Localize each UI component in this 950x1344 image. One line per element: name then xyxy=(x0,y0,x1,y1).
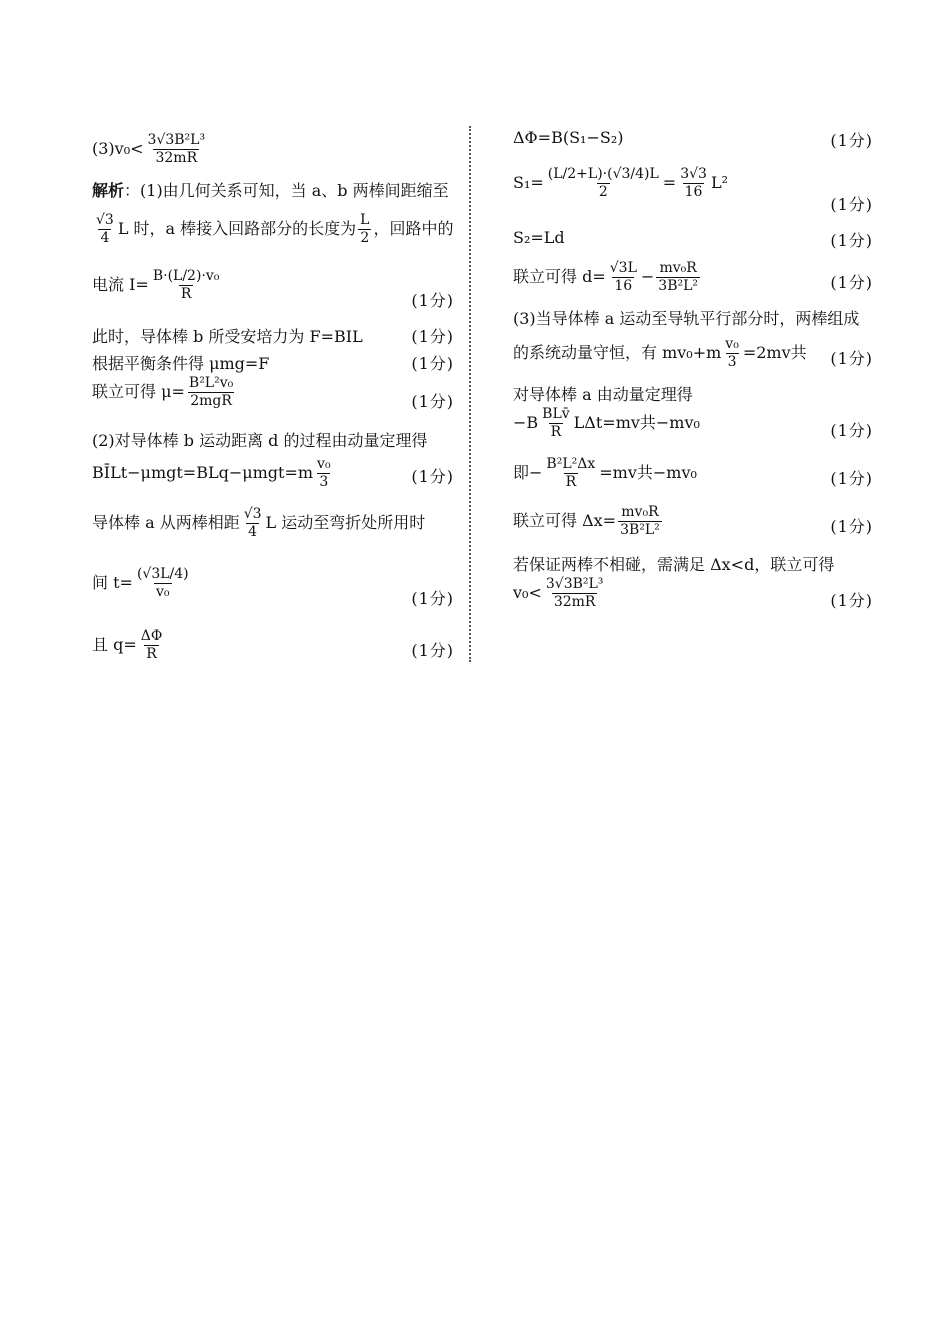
column-divider xyxy=(469,126,471,662)
d-equation: 联立可得 d= $\frac{√3L}{16}$ − $\frac{\text{mv₀R}}{\text{3B²L²}}$ (1分) xyxy=(513,260,873,294)
final-answer: v₀< $\frac{\text{3√3B²L³}}{32mR}$ (1分) xyxy=(513,576,873,610)
current-equation: 电流 I= $\frac{\text{B·(L/2)·v₀}}{R}$ (1分) xyxy=(92,268,454,310)
displacement-equation: 即− $\frac{\text{B²L²Δx}}{R}$ =mv共−mv₀ (1分) xyxy=(513,456,873,490)
score-badge: (1分) xyxy=(411,291,454,310)
time-equation: 间 t= $\frac{(√3L/4)}{\text{v₀}}$ (1分) xyxy=(92,566,454,608)
no-collision-condition: 若保证两棒不相碰，需满足 Δx<d，联立可得 xyxy=(513,555,835,574)
fraction: $\frac{\text{3√3B²L³}}{32mR}$ xyxy=(147,132,206,166)
part2-intro: (2)对导体棒 b 运动距离 d 的过程由动量定理得 xyxy=(92,431,428,450)
ampere-force-line: 此时，导体棒 b 所受安培力为 F=BIL (1分) xyxy=(92,327,454,346)
rod-a-motion-line: 导体棒 a 从两棒相距 $\frac{√3}{4}$ L 运动至弯折处所用时 xyxy=(92,506,426,540)
flux-equation: ΔΦ=B(S₁−S₂) (1分) xyxy=(513,128,873,150)
s2-equation: S₂=Ld (1分) xyxy=(513,228,873,250)
mu-equation: 联立可得 μ= B²L²v₀ 2mgR (1分) xyxy=(92,375,454,411)
balance-line: 根据平衡条件得 μmg=F (1分) xyxy=(92,354,454,373)
delta-x-equation: 联立可得 Δx= $\frac{\text{mv₀R}}{\text{3B²L²}}$ (1分) xyxy=(513,504,873,538)
momentum-conservation: 的系统动量守恒，有 mv₀+m $\frac{\text{v₀}}{3}$ =2mv共 (1分) xyxy=(513,336,873,370)
charge-equation: 且 q= $\frac{\Delta\Phi}{R}$ (1分) xyxy=(92,628,454,662)
momentum-equation: BĪLt−μmgt=BLq−μmgt=m $\frac{\text{v₀}}{3}$ (1分) xyxy=(92,456,454,490)
part3-intro: (3)当导体棒 a 运动至导轨平行部分时，两棒组成 xyxy=(513,309,860,328)
explanation-intro: 解析：(1)由几何关系可知，当 a、b 两棒间距缩至 xyxy=(92,181,449,200)
explanation-line-2: $\frac{√3}{4}$ L 时，a 棒接入回路部分的长度为 $\frac{L}{2}$ ，回路中的 xyxy=(96,212,454,246)
s1-equation: S₁= $\frac{(L/2+L)\cdot(√3/4)L}{2}$ = $\frac{3√3}{16}$ L² (1分) xyxy=(513,166,873,214)
answer-part3-line: (3)v₀< $\frac{\text{3√3B²L³}}{32mR}$ xyxy=(92,132,206,166)
momentum-theorem-intro: 对导体棒 a 由动量定理得 xyxy=(513,385,693,404)
impulse-equation: −B BLv̄ R LΔt=mv共−mv₀ (1分) xyxy=(513,406,873,440)
